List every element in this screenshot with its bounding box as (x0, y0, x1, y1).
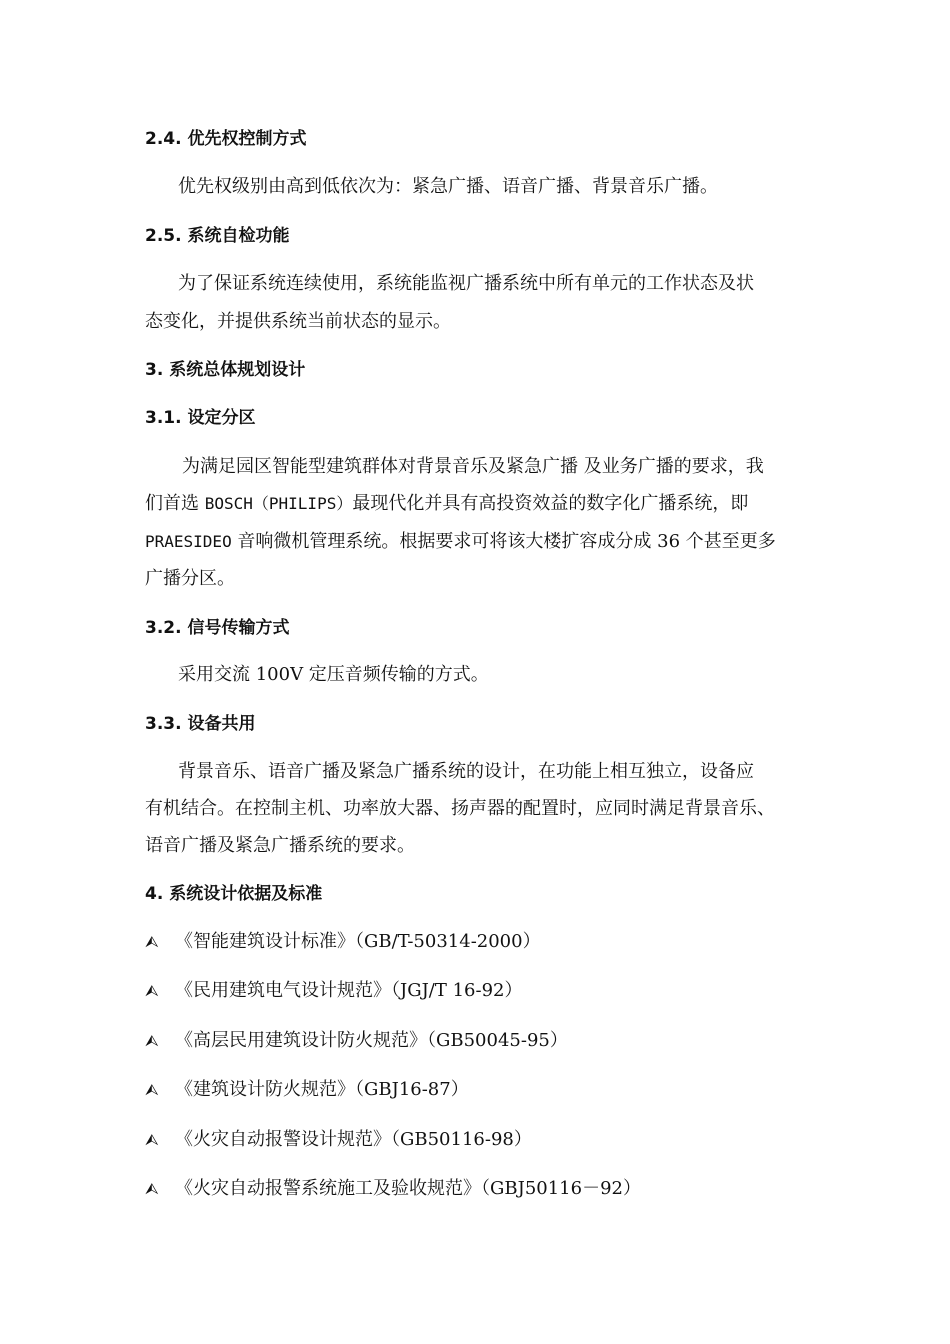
paragraph-line: 背景音乐、语音广播及紧急广播系统的设计，在功能上相互独立，设备应 (178, 761, 754, 782)
arrow-bullet-icon: ⮙ (145, 1179, 159, 1198)
heading-3-2: 3.2. 信号传输方式 (145, 618, 290, 638)
list-item-text: 《民用建筑电气设计规范》（JGJ/T 16-92） (175, 980, 523, 1001)
paragraph: 优先权级别由高到低依次为：紧急广播、语音广播、背景音乐广播。 (178, 176, 718, 197)
paragraph-line: 为满足园区智能型建筑群体对背景音乐及紧急广播 及业务广播的要求，我 (182, 456, 764, 477)
arrow-bullet-icon: ⮙ (145, 1031, 159, 1050)
list-item (145, 1078, 469, 1102)
text: 音响微机管理系统。根据要求可将该大楼扩容成分成 36 个甚至更多 (231, 531, 776, 552)
arrow-bullet-icon: ⮙ (145, 932, 159, 951)
paragraph-line: 为了保证系统连续使用，系统能监视广播系统中所有单元的工作状态及状 (178, 273, 754, 294)
paragraph-line (145, 492, 748, 516)
list-item (145, 1177, 641, 1201)
list-item-text: 《建筑设计防火规范》（GBJ16-87） (175, 1079, 469, 1100)
paragraph-line (145, 530, 776, 554)
heading-4: 4. 系统设计依据及标准 (145, 884, 323, 904)
arrow-bullet-icon: ⮙ (145, 1130, 159, 1149)
text: 们首选 (145, 493, 205, 514)
heading-3-1: 3.1. 设定分区 (145, 408, 256, 428)
list-item (145, 1029, 568, 1053)
list-item-text: 《火灾自动报警设计规范》（GB50116-98） (175, 1129, 532, 1150)
heading-2-5: 2.5. 系统自检功能 (145, 226, 290, 246)
arrow-bullet-icon: ⮙ (145, 981, 159, 1000)
product-name: PRAESIDEO (145, 532, 232, 551)
heading-3-3: 3.3. 设备共用 (145, 714, 256, 734)
arrow-bullet-icon: ⮙ (145, 1080, 159, 1099)
list-item (145, 930, 541, 954)
paragraph-line: 广播分区。 (145, 568, 235, 589)
list-item (145, 979, 523, 1003)
paragraph-line: 语音广播及紧急广播系统的要求。 (145, 835, 415, 856)
paragraph-line: 态变化，并提供系统当前状态的显示。 (145, 311, 451, 332)
heading-3: 3. 系统总体规划设计 (145, 360, 306, 380)
brand-name: BOSCH（PHILIPS） (204, 494, 353, 513)
text: 最现代化并具有高投资效益的数字化广播系统，即 (352, 493, 749, 514)
paragraph-line: 有机结合。在控制主机、功率放大器、扬声器的配置时，应同时满足背景音乐、 (145, 798, 775, 819)
heading-2-4: 2.4. 优先权控制方式 (145, 129, 307, 149)
list-item-text: 《火灾自动报警系统施工及验收规范》（GBJ50116－92） (175, 1178, 641, 1199)
list-item-text: 《高层民用建筑设计防火规范》（GB50045-95） (175, 1030, 568, 1051)
list-item (145, 1128, 532, 1152)
list-item-text: 《智能建筑设计标准》（GB/T-50314-2000） (175, 931, 541, 952)
paragraph: 采用交流 100V 定压音频传输的方式。 (178, 664, 489, 685)
